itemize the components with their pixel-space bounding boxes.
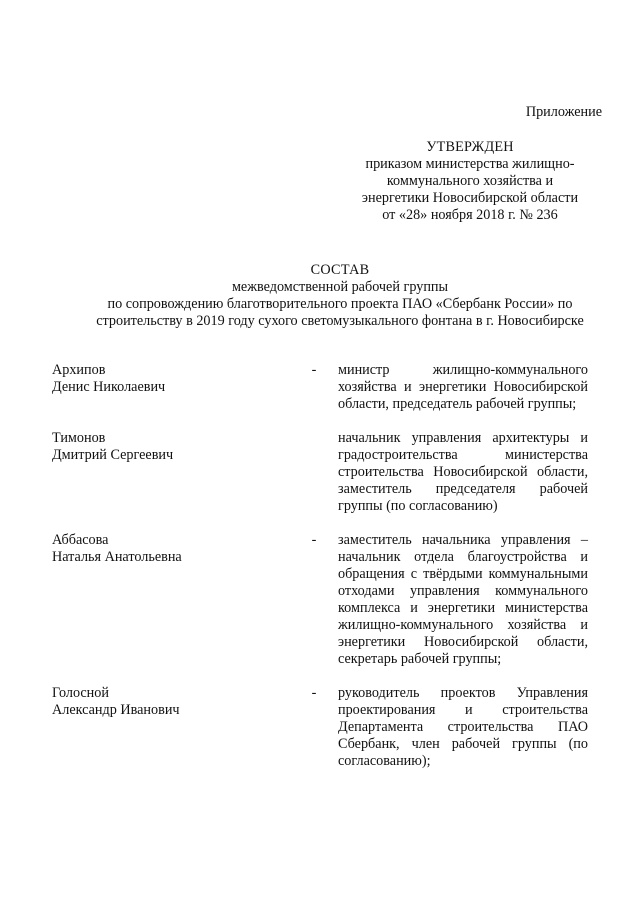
heading-line: межведомственной рабочей группы bbox=[231, 279, 449, 295]
approval-line: приказом министерства жилищно- bbox=[365, 156, 575, 172]
heading-line: по сопровождению благотворительного проекта ПАО «Сбербанк России» по bbox=[107, 296, 573, 312]
member-given-names: Денис Николаевич bbox=[52, 379, 166, 395]
approval-block bbox=[340, 139, 600, 224]
member-role: начальник управления архитектуры и градостроительства министерства строительства Новосибирской области, заместитель председателя рабочей группы (по согласованию) bbox=[338, 430, 588, 514]
member-role: министр жилищно-коммунального хозяйства и энергетики Новосибирской области, председатель рабочей группы; bbox=[338, 362, 588, 412]
appendix-label: Приложение bbox=[525, 104, 602, 120]
member-dash: - bbox=[311, 532, 317, 548]
member-given-names: Наталья Анатольевна bbox=[52, 549, 182, 565]
member-name bbox=[52, 685, 292, 719]
member-surname: Голосной bbox=[52, 685, 109, 701]
heading-title: СОСТАВ bbox=[310, 262, 370, 278]
member-name bbox=[52, 532, 292, 566]
member-surname: Архипов bbox=[52, 362, 106, 378]
approval-order-date: от «28» ноября 2018 г. № 236 bbox=[382, 207, 558, 223]
approval-line: энергетики Новосибирской области bbox=[361, 190, 579, 206]
member-given-names: Дмитрий Сергеевич bbox=[52, 447, 174, 463]
member-entry bbox=[52, 362, 588, 413]
member-entry bbox=[52, 532, 588, 668]
approval-title: УТВЕРЖДЕН bbox=[426, 139, 514, 155]
members-list bbox=[52, 362, 588, 787]
approval-line: коммунального хозяйства и bbox=[386, 173, 554, 189]
member-surname: Тимонов bbox=[52, 430, 106, 446]
member-name bbox=[52, 430, 292, 464]
member-given-names: Александр Иванович bbox=[52, 702, 180, 718]
member-surname: Аббасова bbox=[52, 532, 109, 548]
member-dash: - bbox=[311, 685, 317, 701]
heading-line: строительству в 2019 году сухого светомузыкального фонтана в г. Новосибирске bbox=[96, 313, 584, 329]
member-dash: - bbox=[311, 362, 317, 378]
member-role: заместитель начальника управления – начальник отдела благоустройства и обращения с твёрдыми коммунальными отходами управления коммунального комплекса и энергетики министерства жилищно-коммунального хозяйства и энергетики Новосибирской области, секретарь рабочей группы; bbox=[338, 532, 588, 667]
member-name bbox=[52, 362, 292, 396]
member-role: руководитель проектов Управления проектирования и строительства Департамента строительства ПАО Сбербанк, член рабочей группы (по согласованию); bbox=[338, 685, 588, 769]
member-entry bbox=[52, 685, 588, 770]
member-entry bbox=[52, 430, 588, 515]
document-heading bbox=[40, 262, 640, 330]
